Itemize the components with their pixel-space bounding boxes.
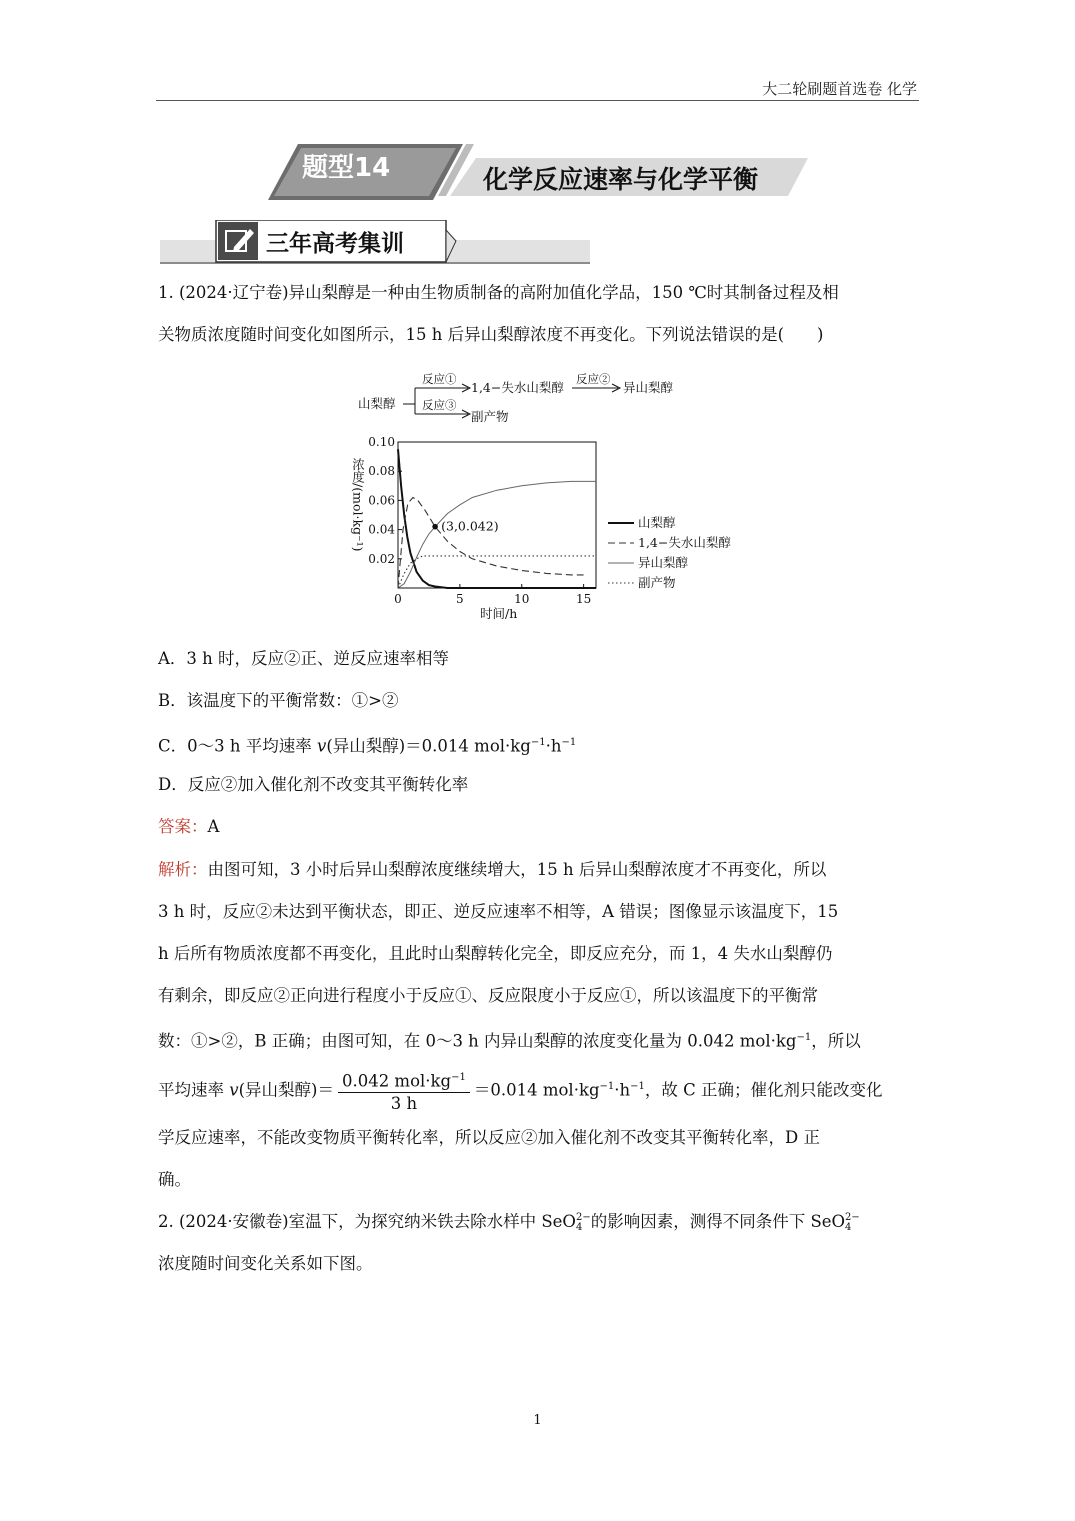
- legend-label-3: 副产物: [638, 575, 676, 590]
- scheme-r3: 反应③: [422, 398, 457, 412]
- annotation-label: (3,0.042): [441, 518, 499, 534]
- q1-stem-line2: 关物质浓度随时间变化如图所示，15 h 后异山梨醇浓度不再变化。下列说法错误的是( ): [158, 325, 824, 344]
- q1-figure: [350, 366, 750, 631]
- y-tick-label: 0.02: [368, 551, 395, 566]
- series-line-2: [398, 481, 596, 588]
- q1-option-b: B．该温度下的平衡常数：①>②: [158, 691, 399, 710]
- q1-stem-line1: 1. (2024·辽宁卷)异山梨醇是一种由生物质制备的高附加值化学品，150 ℃时其制备过程及相: [158, 283, 839, 302]
- scheme-side: 副产物: [471, 409, 509, 424]
- q1-option-c: C．0～3 h 平均速率 v(异山梨醇)＝0.014 $mol\cdot kg^{-1}\cdot h^{-1}$: [158, 736, 577, 756]
- q1-option-d: D．反应②加入催化剂不改变其平衡转化率: [158, 775, 469, 794]
- reaction-scheme: [358, 372, 674, 424]
- q1-analysis-line4: 有剩余，即反应②正向进行程度小于反应①、反应限度小于反应①，所以该温度下的平衡常: [158, 986, 818, 1005]
- concentration-chart: [351, 435, 732, 621]
- page-header-title: 大二轮刷题首选卷 化学: [762, 80, 917, 98]
- legend-label-2: 异山梨醇: [638, 555, 689, 570]
- q2-stem-line2: 浓度随时间变化关系如下图。: [158, 1254, 373, 1273]
- q1-analysis-line5: 数：①>②，B 正确；由图可知，在 0～3 h 内异山梨醇的浓度变化量为 0.042 $mol\cdot kg^{-1}$，所以: [158, 1031, 861, 1051]
- banner-label: 题型14: [302, 153, 391, 183]
- scheme-r1: 反应①: [422, 372, 457, 386]
- scheme-r2: 反应②: [576, 372, 611, 386]
- q1-analysis-line7: 学反应速率，不能改变物质平衡转化率，所以反应②加入催化剂不改变其平衡转化率，D 正: [158, 1128, 820, 1147]
- annotation-point: [432, 524, 438, 530]
- q2-stem-line1: 2. (2024·安徽卷)室温下，为探究纳米铁去除水样中 SeO 2− 4 的影响因素，测得不同条件下 SeO 2− 4: [158, 1211, 860, 1233]
- x-axis-label: 时间/h: [480, 606, 518, 621]
- legend-label-0: 山梨醇: [638, 515, 676, 530]
- q1-analysis-line1: 解析：由图可知，3 小时后异山梨醇浓度继续增大，15 h 后异山梨醇浓度才不再变化，所以: [158, 860, 827, 879]
- y-tick-label: 0.06: [368, 493, 395, 508]
- topic-banner: [268, 140, 808, 202]
- section-title: 三年高考集训: [266, 231, 404, 257]
- header-divider: [156, 100, 919, 101]
- y-axis-label: 浓度/(mol·kg⁻¹): [350, 458, 366, 552]
- q1-analysis-line8: 确。: [158, 1170, 191, 1189]
- section-banner: [160, 220, 590, 266]
- y-tick-label: 0.04: [368, 522, 395, 537]
- legend-label-1: 1,4−失水山梨醇: [638, 535, 731, 550]
- q1-answer: 答案：A: [158, 817, 220, 836]
- series-line-1: [398, 498, 584, 589]
- scheme-end: 异山梨醇: [623, 380, 674, 395]
- y-tick-label: 0.08: [368, 464, 395, 479]
- q1-option-a: A．3 h 时，反应②正、逆反应速率相等: [158, 649, 450, 668]
- scheme-start: 山梨醇: [358, 396, 396, 411]
- scheme-mid: 1,4−失水山梨醇: [471, 380, 564, 395]
- x-tick-label: 10: [514, 592, 530, 606]
- q1-analysis-line2: 3 h 时，反应②未达到平衡状态，即正、逆反应速率不相等，A 错误；图像显示该温度下，15: [158, 902, 839, 921]
- q1-analysis-line3: h 后所有物质浓度都不再变化，且此时山梨醇转化完全，即反应充分，而 1，4 失水山梨醇仍: [158, 944, 833, 963]
- x-tick-label: 15: [575, 592, 592, 606]
- x-tick-label: 5: [456, 592, 464, 606]
- y-tick-label: 0.10: [368, 435, 395, 449]
- page-number: 1: [533, 1413, 542, 1428]
- banner-title: 化学反应速率与化学平衡: [483, 165, 759, 194]
- rate-fraction: $\frac{0.042 mol\cdot kg^{-1}}{3 h}$: [338, 1067, 470, 1116]
- q1-analysis-line6: 平均速率 v(异山梨醇)＝ $\frac{0.042 mol\cdot kg^{-1}}{3 h}$ ＝0.014 $mol\cdot kg^{-1}\cdot h^{-1}$，故 C 正确；催化剂只能改变化: [158, 1066, 918, 1115]
- x-tick-label: 0: [394, 592, 402, 606]
